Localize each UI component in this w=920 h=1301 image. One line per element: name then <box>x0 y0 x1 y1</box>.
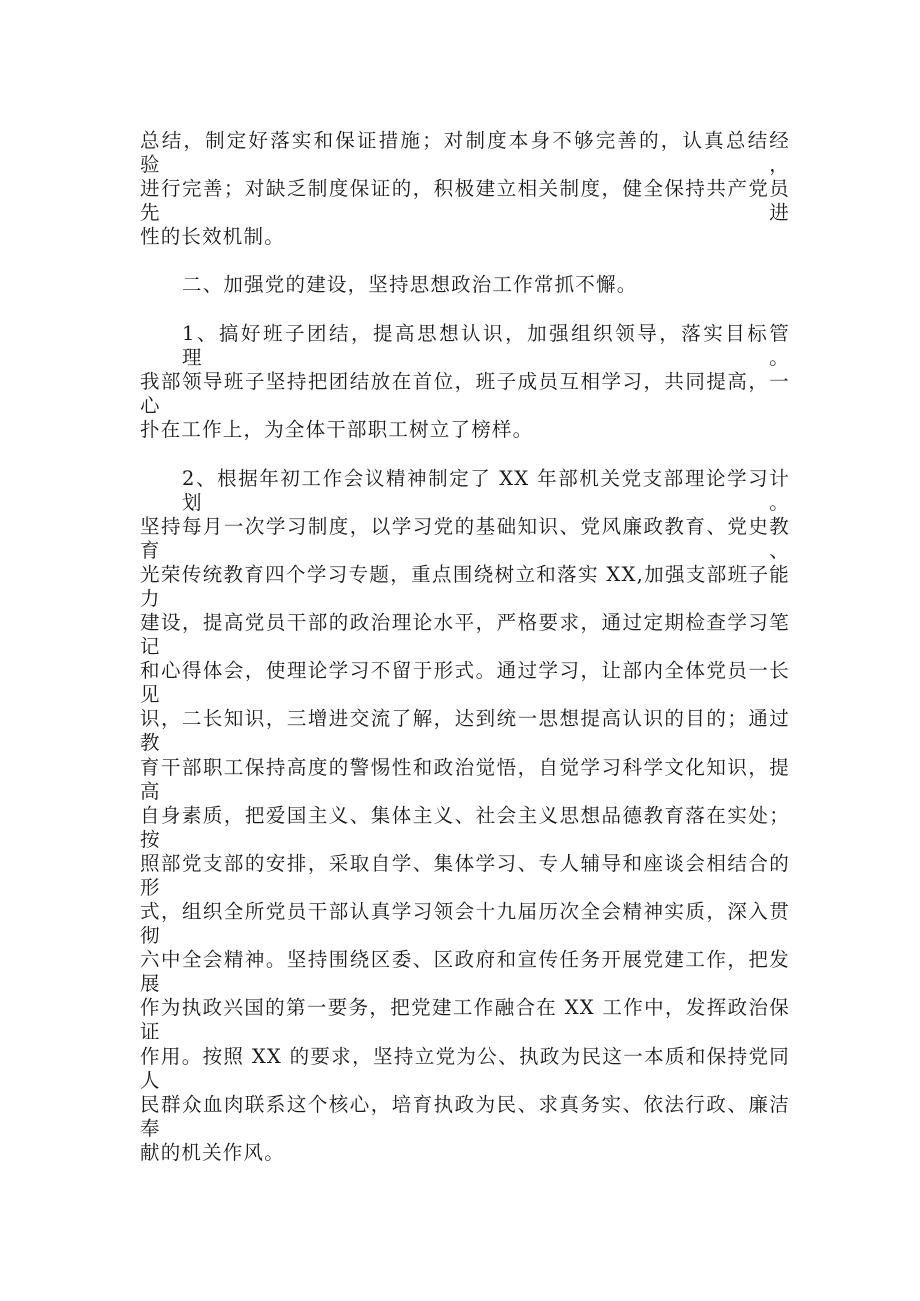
text-line: 育干部职工保持高度的警惕性和政治觉悟，自觉学习科学文化知识，提高 <box>140 756 790 803</box>
text-line: 献的机关作风。 <box>140 1141 285 1164</box>
text-line: 六中全会精神。坚持围绕区委、区政府和宣传任务开展党建工作，把发展 <box>140 948 790 995</box>
numbered-item-heading: 1、搞好班子团结，提高思想认识，加强组织领导，落实目标管理。 <box>182 322 790 369</box>
text-line: 光荣传统教育四个学习专题，重点围绕树立和落实 XX,加强支部班子能力 <box>140 563 790 610</box>
text-line: 扑在工作上，为全体干部职工树立了榜样。 <box>140 418 534 441</box>
text-line: 作为执政兴国的第一要务，把党建工作融合在 XX 工作中，发挥政治保证 <box>140 996 790 1043</box>
text-line: 总结，制定好落实和保证措施；对制度本身不够完善的，认真总结经验， <box>140 129 790 176</box>
text-line: 识，二长知识，三增进交流了解，达到统一思想提高认识的目的；通过教 <box>140 707 790 754</box>
text-line: 和心得体会，使理论学习不留于形式。通过学习，让部内全体党员一长见 <box>140 659 790 706</box>
text-line: 性的长效机制。 <box>140 225 285 248</box>
text-line: 建设，提高党员干部的政治理论水平，严格要求，通过定期检查学习笔记 <box>140 611 790 658</box>
text-line: 进行完善；对缺乏制度保证的，积极建立相关制度，健全保持共产党员先进 <box>140 177 790 224</box>
numbered-item-heading: 2、根据年初工作会议精神制定了 XX 年部机关党支部理论学习计划。 <box>182 467 790 514</box>
section-heading: 二、加强党的建设，坚持思想政治工作常抓不懈。 <box>182 273 638 296</box>
text-line: 式，组织全所党员干部认真学习领会十九届历次全会精神实质，深入贯彻 <box>140 900 790 947</box>
text-line: 民群众血肉联系这个核心，培育执政为民、求真务实、依法行政、廉洁奉 <box>140 1093 790 1140</box>
text-line: 我部领导班子坚持把团结放在首位，班子成员互相学习，共同提高，一心 <box>140 370 790 417</box>
text-line: 自身素质，把爱国主义、集体主义、社会主义思想品德教育落在实处；按 <box>140 804 790 851</box>
text-line: 作用。按照 XX 的要求，坚持立党为公、执政为民这一本质和保持党同人 <box>140 1045 790 1092</box>
text-line: 照部党支部的安排，采取自学、集体学习、专人辅导和座谈会相结合的形 <box>140 852 790 899</box>
text-line: 坚持每月一次学习制度，以学习党的基础知识、党风廉政教育、党史教育、 <box>140 515 790 562</box>
